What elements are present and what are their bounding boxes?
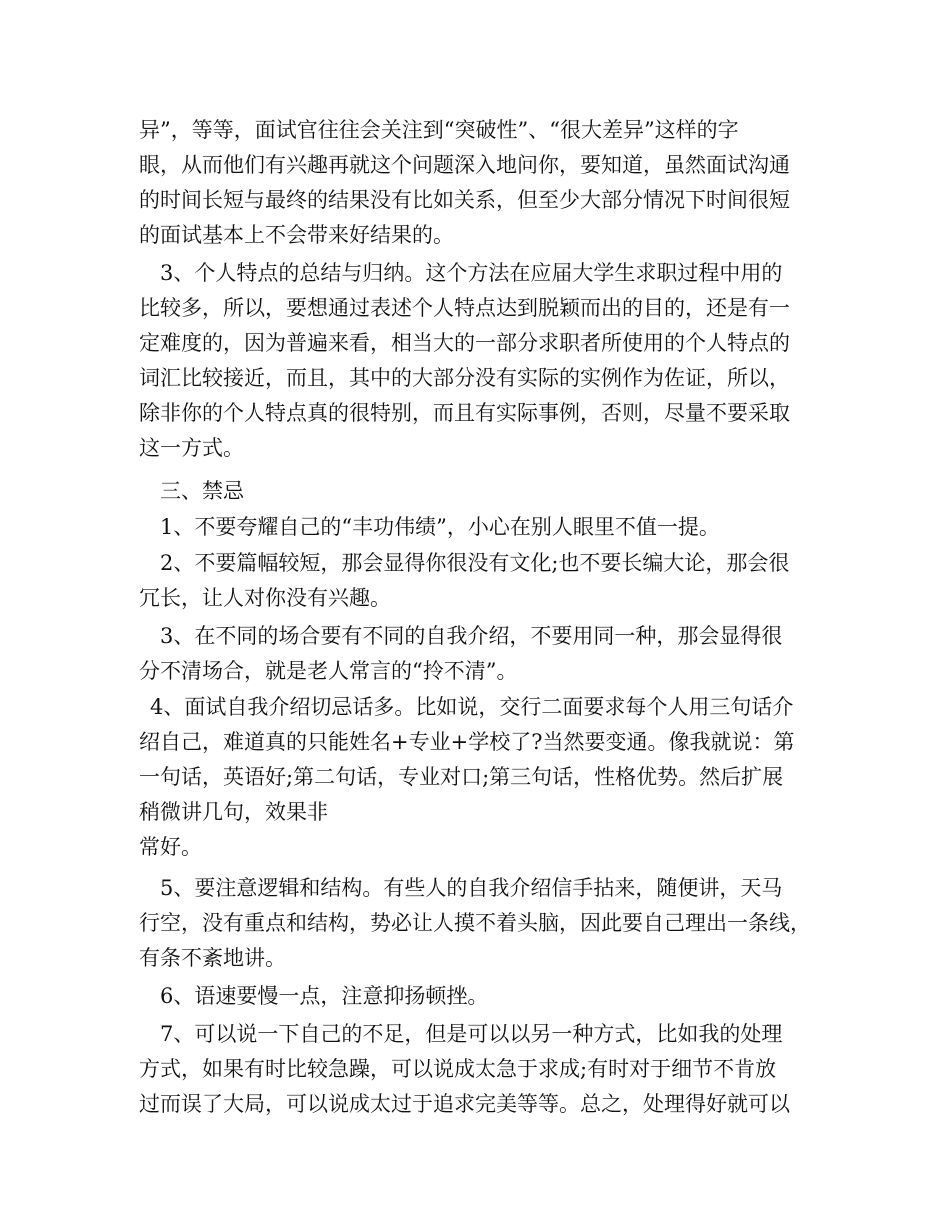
text-line: 4、面试自我介绍切忌话多。比如说，交行二面要求每个人用三句话介 <box>150 695 794 719</box>
text-line: 行空，没有重点和结构，势必让人摸不着头脑，因此要自己理出一条线， <box>139 911 811 935</box>
text-line: 绍自己，难道真的只能姓名+专业+学校了?当然要变通。像我就说：第 <box>139 730 795 754</box>
text-line: 词汇比较接近，而且，其中的大部分没有实际的实例作为佐证，所以， <box>139 366 790 390</box>
text-line: 这一方式。 <box>139 436 244 460</box>
text-line: 有条不紊地讲。 <box>139 946 286 970</box>
text-line: 2、不要篇幅较短，那会显得你很没有文化;也不要长编大论，那会很 <box>160 551 790 575</box>
text-line: 稍微讲几句，效果非 <box>139 800 328 824</box>
text-line: 的面试基本上不会带来好结果的。 <box>139 223 454 247</box>
text-line: 分不清场合，就是老人常言的“拎不清”。 <box>139 659 518 683</box>
text-line: 常好。 <box>139 835 202 859</box>
text-line: 比较多，所以，要想通过表述个人特点达到脱颖而出的目的，还是有一 <box>139 296 790 320</box>
text-line: 冗长，让人对你没有兴趣。 <box>139 586 391 610</box>
text-line: 3、在不同的场合要有不同的自我介绍，不要用同一种，那会显得很 <box>160 624 783 648</box>
text-line: 5、要注意逻辑和结构。有些人的自我介绍信手拈来，随便讲，天马 <box>160 876 783 900</box>
text-line: 方式，如果有时比较急躁，可以说成太急于求成;有时对于细节不肯放 <box>139 1057 777 1081</box>
text-line: 眼，从而他们有兴趣再就这个问题深入地问你，要知道，虽然面试沟通 <box>139 153 790 177</box>
text-line: 7、可以说一下自己的不足，但是可以以另一种方式，比如我的处理 <box>160 1022 783 1046</box>
text-line: 6、语速要慢一点，注意抑扬顿挫。 <box>160 984 489 1008</box>
text-line: 1、不要夸耀自己的“丰功伟绩”，小心在别人眼里不值一提。 <box>160 515 720 539</box>
text-line: 除非你的个人特点真的很特别，而且有实际事例，否则，尽量不要采取 <box>139 401 790 425</box>
text-line: 过而误了大局，可以说成太过于追求完美等等。总之，处理得好就可以 <box>139 1092 790 1116</box>
text-line: 定难度的，因为普遍来看，相当大的一部分求职者所使用的个人特点的 <box>139 331 790 355</box>
text-line: 的时间长短与最终的结果没有比如关系，但至少大部分情况下时间很短 <box>139 188 790 212</box>
section-heading: 三、禁忌 <box>160 479 244 503</box>
text-line: 异”，等等，面试官往往会关注到“突破性”、“很大差异”这样的字 <box>139 118 739 142</box>
text-line: 一句话，英语好;第二句话，专业对口;第三句话，性格优势。然后扩展 <box>139 765 784 789</box>
text-line: 3、个人特点的总结与归纳。这个方法在应届大学生求职过程中用的 <box>160 261 783 285</box>
